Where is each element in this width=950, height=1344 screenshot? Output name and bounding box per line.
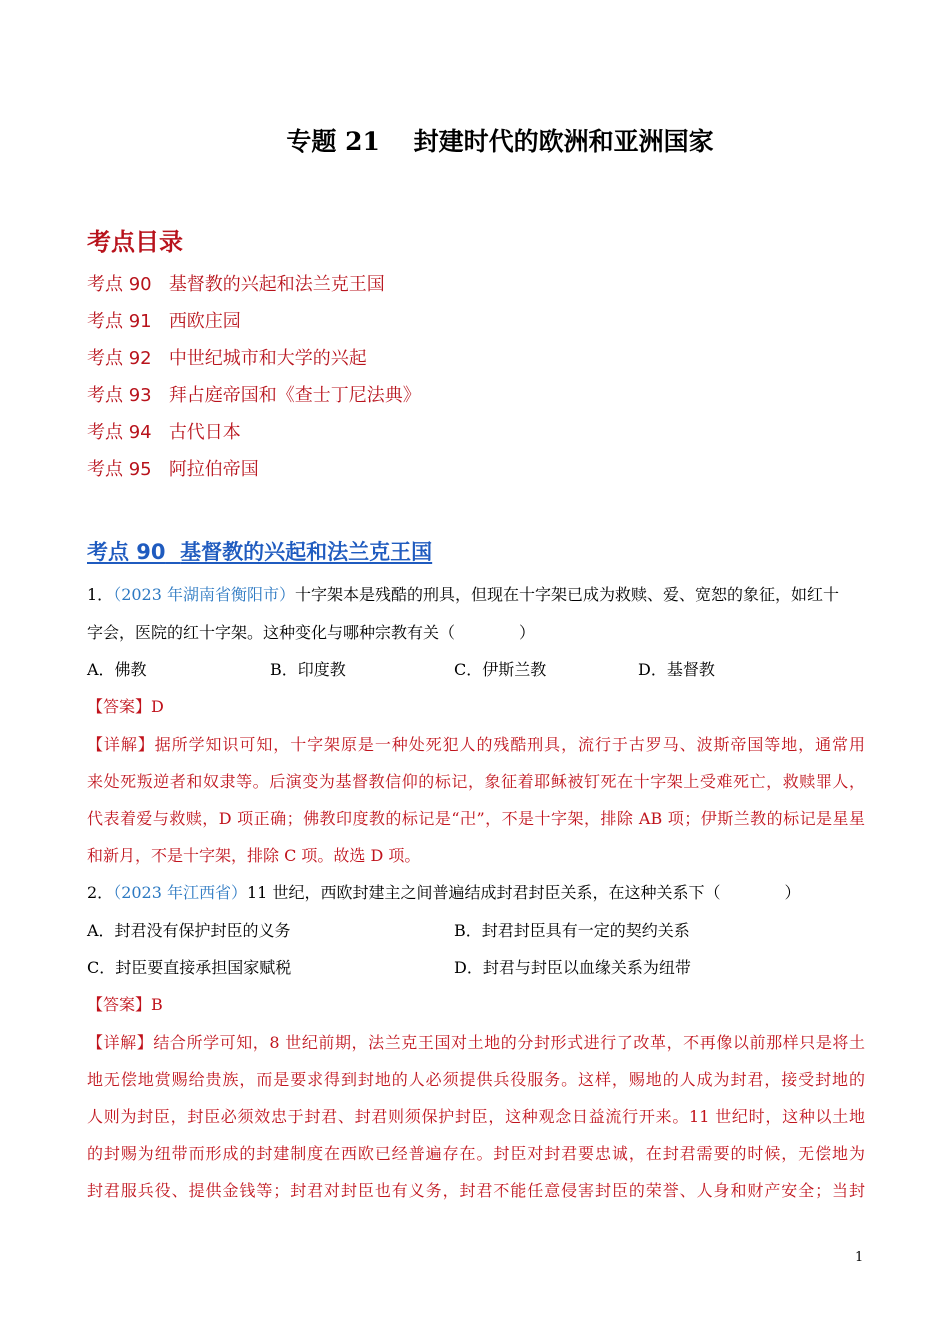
toc-heading: 考点目录 bbox=[87, 228, 183, 256]
question-1-source: （2023 年湖南省衡阳市） bbox=[113, 585, 295, 604]
question-2-answer: 【答案】B bbox=[87, 995, 163, 1014]
question-2-detail-line: 封君服兵役、提供金钱等；封君对封臣也有义务，封君不能任意侵害封臣的荣誉、人身和财产安全；当封 bbox=[87, 1181, 865, 1200]
option-a: A．封君没有保护封臣的义务 bbox=[87, 921, 291, 940]
question-2-detail-line: 地无偿地赏赐给贵族，而是要求得到封地的人必须提供兵役服务。这样，赐地的人成为封君，接受封地的 bbox=[87, 1070, 865, 1089]
title-text: 封建时代的欧洲和亚洲国家 bbox=[413, 127, 714, 156]
option-a: A．佛教 bbox=[87, 660, 147, 679]
question-2-detail-line: 【详解】结合所学可知，8 世纪前期，法兰克王国对土地的分封形式进行了改革，不再像以前那样只是将土 bbox=[87, 1033, 865, 1052]
page-number: 1 bbox=[855, 1250, 864, 1265]
option-b: B．封君封臣具有一定的契约关系 bbox=[454, 921, 690, 940]
question-1-answer: 【答案】D bbox=[87, 697, 164, 716]
option-b: B．印度教 bbox=[270, 660, 346, 679]
question-2-detail-line: 人则为封臣，封臣必须效忠于封君、封君则须保护封臣，这种观念日益流行开来。11 世纪时，这种以土地 bbox=[87, 1107, 865, 1126]
section-heading[interactable]: 考点 90 基督教的兴起和法兰克王国 bbox=[87, 540, 433, 564]
option-d: D．基督教 bbox=[638, 660, 715, 679]
toc-item[interactable]: 考点 94 古代日本 bbox=[87, 422, 241, 443]
question-2-source: （2023 年江西省） bbox=[113, 883, 247, 902]
toc-item[interactable]: 考点 93 拜占庭帝国和《查士丁尼法典》 bbox=[87, 385, 421, 406]
option-c: C．封臣要直接承担国家赋税 bbox=[87, 958, 292, 977]
question-2-detail-line: 的封赐为纽带而形成的封建制度在西欧已经普遍存在。封臣对封君要忠诚，在封君需要的时候，无偿地为 bbox=[87, 1144, 865, 1163]
toc-item[interactable]: 考点 90 基督教的兴起和法兰克王国 bbox=[87, 274, 385, 295]
question-1-detail-line: 和新月，不是十字架，排除 C 项。故选 D 项。 bbox=[87, 846, 421, 865]
question-2-line-1: 2．（2023 年江西省）11 世纪，西欧封建主之间普遍结成封君封臣关系，在这种关系下（ ） bbox=[87, 883, 801, 902]
toc-item[interactable]: 考点 95 阿拉伯帝国 bbox=[87, 459, 259, 480]
question-1-detail-line: 来处死叛逆者和奴隶等。后演变为基督教信仰的标记，象征着耶稣被钉死在十字架上受难死亡，救赎罪人， bbox=[87, 772, 865, 791]
toc-item[interactable]: 考点 92 中世纪城市和大学的兴起 bbox=[87, 348, 367, 369]
page-title bbox=[0, 122, 950, 158]
option-c: C．伊斯兰教 bbox=[454, 660, 547, 679]
option-d: D．封君与封臣以血缘关系为纽带 bbox=[454, 958, 691, 977]
title-prefix: 专题 21 bbox=[286, 127, 380, 156]
question-1-line-2: 字会，医院的红十字架。这种变化与哪种宗教有关（ ） bbox=[87, 623, 536, 642]
question-1-line-1: 1．（2023 年湖南省衡阳市）十字架本是残酷的刑具，但现在十字架已成为救赎、爱、宽恕的象征，如红十 bbox=[87, 585, 840, 604]
question-1-detail-line: 代表着爱与救赎，D 项正确；佛教印度教的标记是“卍”，不是十字架，排除 AB 项；伊斯兰教的标记是星星 bbox=[87, 809, 865, 828]
toc-item[interactable]: 考点 91 西欧庄园 bbox=[87, 311, 241, 332]
question-1-detail-line: 【详解】据所学知识可知，十字架原是一种处死犯人的残酷刑具，流行于古罗马、波斯帝国等地，通常用 bbox=[87, 735, 865, 754]
